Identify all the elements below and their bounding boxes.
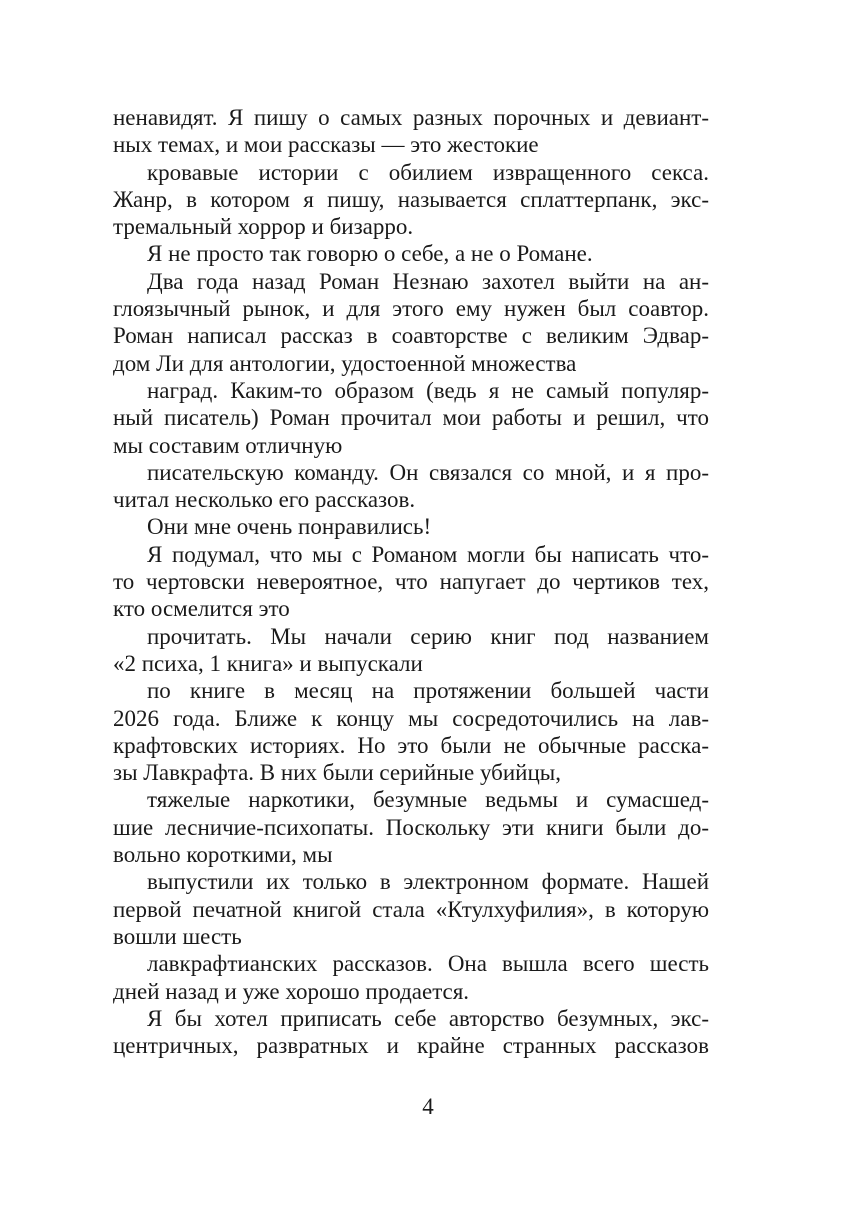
text-line: глоязычный рынок, и для этого ему нужен был соавтор. xyxy=(113,296,709,322)
text-line: по книге в месяц на протяжении большей части xyxy=(147,678,709,704)
text-line: шие лесничие-психопаты. Поскольку эти книги были до- xyxy=(113,814,709,840)
text-line: центричных, развратных и крайне странных рассказов xyxy=(113,1033,709,1059)
text-line: зы Лавкрафта. В них были серийные убийцы, xyxy=(113,760,561,786)
text-line: лавкрафтианских рассказов. Она вышла всего шесть xyxy=(147,951,709,977)
text-line: первой печатной книгой стала «Ктулхуфилия», в которую xyxy=(113,896,709,922)
page-number: 4 xyxy=(422,1094,434,1119)
text-line: прочитать. Мы начали серию книг под названием xyxy=(147,623,709,649)
text-line: тяжелые наркотики, безумные ведьмы и сумасшед- xyxy=(147,787,709,813)
text-line: Жанр, в котором я пишу, называется сплаттерпанк, экс- xyxy=(113,186,709,212)
text-line: кровавые истории с обилием извращенного секса. xyxy=(147,159,709,185)
text-line: «2 психа, 1 книга» и выпускали xyxy=(113,650,423,676)
text-line: дней назад и уже хорошо продается. xyxy=(113,978,470,1004)
body-text xyxy=(113,104,709,1059)
text-line: тремальный хоррор и бизарро. xyxy=(113,214,414,240)
text-line: вольно короткими, мы xyxy=(113,842,333,868)
text-line: выпустили их только в электронном формате. Нашей xyxy=(147,869,709,895)
text-line: дом Ли для антологии, удостоенной множества xyxy=(113,350,577,376)
text-line: ных темах, и мои рассказы — это жестокие xyxy=(113,132,539,158)
text-line: Два года назад Роман Незнаю захотел выйти на ан- xyxy=(147,268,709,294)
text-line: Они мне очень понравились! xyxy=(147,514,432,540)
text-line: Роман написал рассказ в соавторстве с великим Эдвар- xyxy=(113,323,709,349)
text-line: Я подумал, что мы с Романом могли бы написать что- xyxy=(147,541,709,567)
text-line: читал несколько его рассказов. xyxy=(113,487,416,513)
text-line: 2026 года. Ближе к концу мы сосредоточились на лав- xyxy=(113,705,709,731)
text-line: ненавидят. Я пишу о самых разных порочных и девиант- xyxy=(113,105,709,130)
text-line: Я не просто так говорю о себе, а не о Романе. xyxy=(147,241,593,267)
text-line: мы составим отличную xyxy=(113,432,343,458)
text-line: кто осмелится это xyxy=(113,596,290,622)
text-line: ный писатель) Роман прочитал мои работы и решил, что xyxy=(113,405,709,431)
text-line: наград. Каким-то образом (ведь я не самый популяр- xyxy=(147,377,709,403)
text-line: то чертовски невероятное, что напугает до чертиков тех, xyxy=(113,569,709,595)
text-line: Я бы хотел приписать себе авторство безумных, экс- xyxy=(147,1005,709,1031)
text-line: писательскую команду. Он связался со мной, и я про- xyxy=(147,459,709,485)
text-line: вошли шесть xyxy=(113,923,242,949)
text-line: крафтовских историях. Но это были не обычные расска- xyxy=(113,732,709,758)
